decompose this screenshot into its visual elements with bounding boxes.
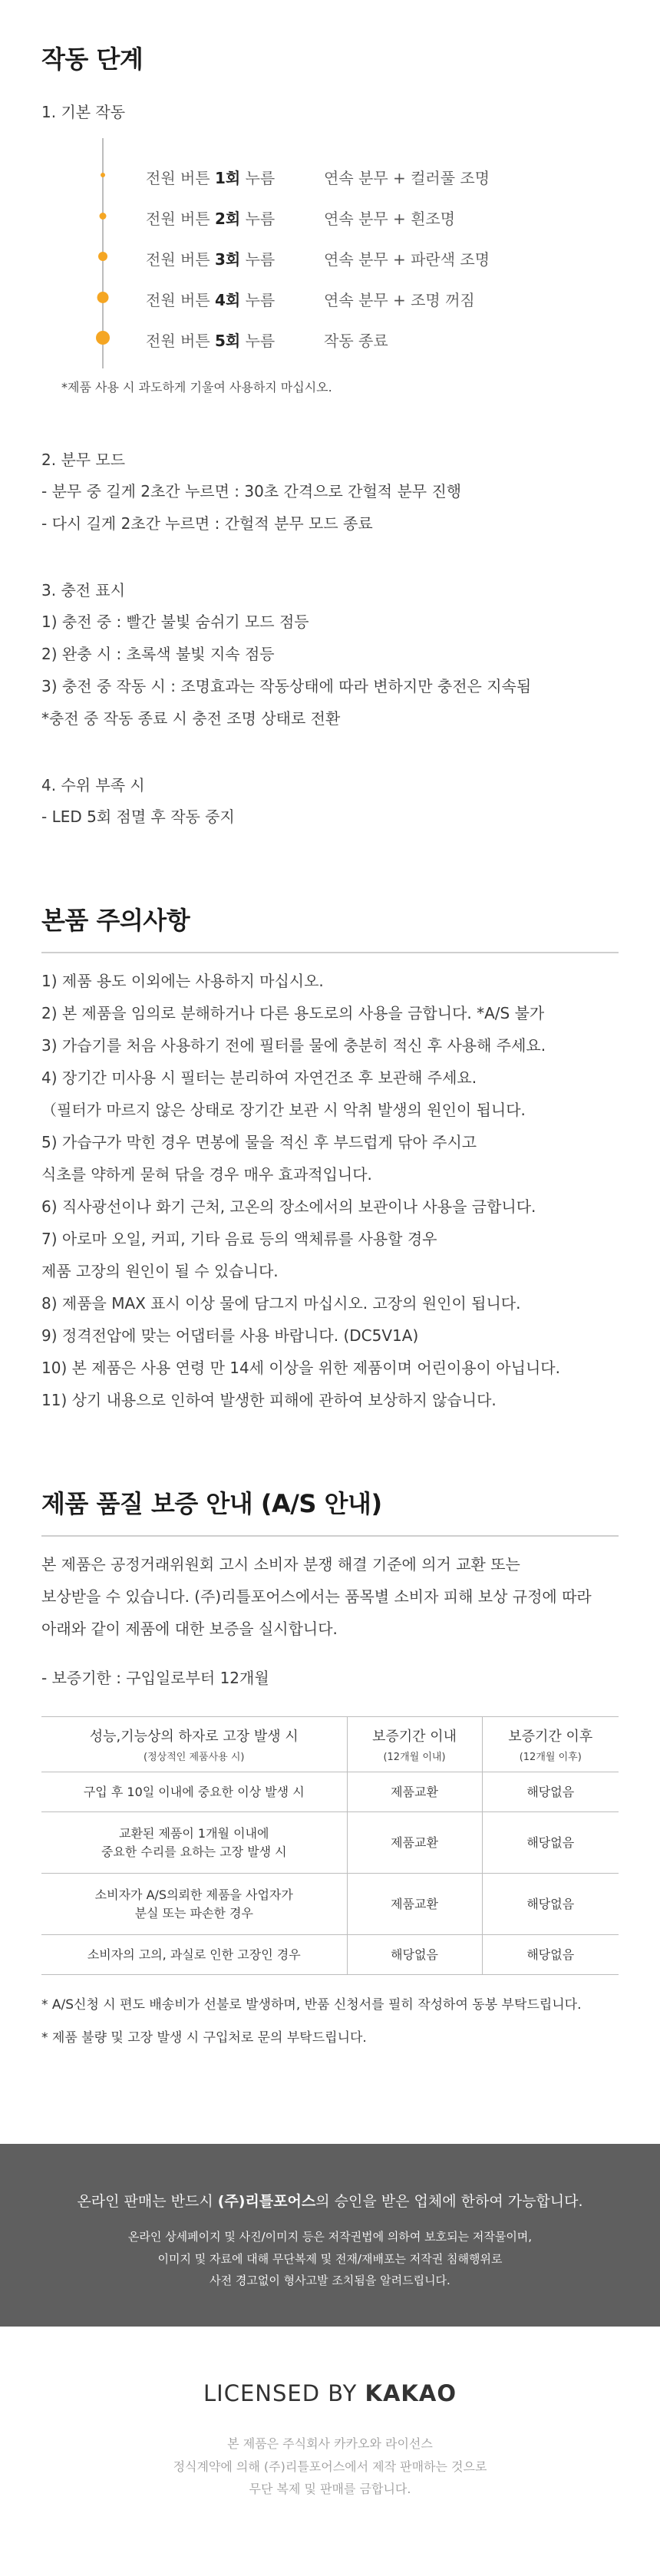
charge-line: 2) 완충 시 : 초록색 불빛 지속 점등 <box>41 645 275 663</box>
caution-line: 식초를 약하게 묻혀 닦을 경우 매우 효과적입니다. <box>41 1165 372 1184</box>
table-cell-case: 구입 후 10일 이내에 중요한 이상 발생 시 <box>41 1772 347 1812</box>
table-cell-within: 해당없음 <box>347 1935 482 1975</box>
step-list <box>60 138 619 368</box>
caution-line: 5) 가습구가 막힌 경우 면봉에 물을 적신 후 부드럽게 닦아 주시고 <box>41 1133 477 1151</box>
step-button-text: 전원 버튼 1회 누름 <box>146 169 276 187</box>
copyright-banner <box>0 2144 660 2327</box>
warranty-intro <box>41 1557 619 1636</box>
charge-lines <box>41 614 619 726</box>
step-dot-icon <box>98 252 107 261</box>
spray-line: - 분무 중 길게 2초간 누르면 : 30초 간격으로 간헐적 분무 진행 <box>41 482 462 500</box>
spray-heading: 2. 분무 모드 <box>41 451 126 469</box>
warranty-period: - 보증기한 : 구입일로부터 12개월 <box>41 1669 269 1687</box>
caution-line: 6) 직사광선이나 화기 근처, 고온의 장소에서의 보관이나 사용을 금합니다. <box>41 1197 536 1216</box>
table-cell-case: 소비자의 고의, 과실로 인한 고장인 경우 <box>41 1935 347 1975</box>
basic-note: *제품 사용 시 과도하게 기울여 사용하지 마십시오. <box>61 380 332 395</box>
caution-line: 3) 가습기를 처음 사용하기 전에 필터를 물에 충분히 적신 후 사용해 주세요. <box>41 1036 546 1055</box>
step-row <box>60 318 619 358</box>
table-cell-after: 해당없음 <box>482 1874 619 1935</box>
water-heading: 4. 수위 부족 시 <box>41 776 145 794</box>
caution-line: 제품 고장의 원인이 될 수 있습니다. <box>41 1262 279 1280</box>
online-sales-notice: 온라인 판매는 반드시 (주)리틀포어스의 승인을 받은 업체에 한하여 가능합니다. <box>77 2193 583 2210</box>
charge-line: 3) 충전 중 작동 시 : 조명효과는 작동상태에 따라 변하지만 충전은 지속됨 <box>41 677 532 695</box>
warranty-note: * 제품 불량 및 고장 발생 시 구입처로 문의 부탁드립니다. <box>41 2030 367 2046</box>
caution-title: 본품 주의사항 <box>41 906 190 935</box>
caution-list <box>41 973 619 1408</box>
licensed-by-logo: LICENSED BY KAKAO <box>203 2380 457 2406</box>
table-header-row <box>41 1717 619 1772</box>
warranty-table <box>41 1716 619 1975</box>
step-row <box>60 155 619 196</box>
copyright-line: 이미지 및 자료에 대해 무단복제 및 전재/재배포는 저작권 침해행위로 <box>157 2251 503 2266</box>
step-row <box>60 196 619 236</box>
step-row <box>60 236 619 277</box>
caution-line: 2) 본 제품을 임의로 분해하거나 다른 용도로의 사용을 금합니다. *A/S 불가 <box>41 1004 545 1022</box>
caution-line: 1) 제품 용도 이외에는 사용하지 마십시오. <box>41 972 324 990</box>
step-dot-icon <box>97 292 109 303</box>
step-button-text: 전원 버튼 3회 누름 <box>146 250 276 269</box>
table-cell-after: 해당없음 <box>482 1772 619 1812</box>
step-button-text: 전원 버튼 5회 누름 <box>146 332 276 350</box>
caution-divider <box>41 952 619 953</box>
caution-line: （필터가 마르지 않은 상태로 장기간 보관 시 악취 발생의 원인이 됩니다. <box>41 1101 526 1119</box>
step-button-text: 전원 버튼 2회 누름 <box>146 210 276 228</box>
caution-section <box>0 901 660 1408</box>
table-cell-within: 제품교환 <box>347 1772 482 1812</box>
table-header-after: 보증기간 이후 (12개월 이후) <box>482 1717 619 1772</box>
caution-line: 7) 아로마 오일, 커피, 기타 음료 등의 액체류를 사용할 경우 <box>41 1230 437 1248</box>
warranty-divider <box>41 1535 619 1537</box>
charge-line: *충전 중 작동 종료 시 충전 조명 상태로 전환 <box>41 709 341 728</box>
table-header-within: 보증기간 이내 (12개월 이내) <box>347 1717 482 1772</box>
warranty-section <box>0 1485 660 2046</box>
license-section <box>0 2327 660 2531</box>
warranty-intro-line: 보상받을 수 있습니다. (주)리틀포어스에서는 품목별 소비자 피해 보상 규정에 따라 <box>41 1587 592 1606</box>
license-lines <box>0 2432 660 2501</box>
step-result: 연속 분무 + 조명 꺼짐 <box>324 291 475 309</box>
operation-section <box>0 0 660 824</box>
warranty-intro-line: 아래와 같이 제품에 대한 보증을 실시합니다. <box>41 1620 338 1638</box>
table-header-case: 성능,기능상의 하자로 고장 발생 시 (정상적인 제품사용 시) <box>41 1717 347 1772</box>
table-row <box>41 1935 619 1975</box>
copyright-lines <box>0 2226 660 2292</box>
license-line: 본 제품은 주식회사 카카오와 라이선스 <box>227 2436 433 2451</box>
spray-lines <box>41 484 619 531</box>
water-line: - LED 5회 점멸 후 작동 중지 <box>41 807 235 826</box>
warranty-note: * A/S신청 시 편도 배송비가 선불로 발생하며, 반품 신청서를 필히 작성하여 동봉 부탁드립니다. <box>41 1997 582 2013</box>
step-result: 연속 분무 + 파란색 조명 <box>324 250 490 269</box>
caution-line: 11) 상기 내용으로 인하여 발생한 피해에 관하여 보상하지 않습니다. <box>41 1391 497 1409</box>
copyright-line: 사전 경고없이 형사고발 조치됨을 알려드립니다. <box>210 2274 450 2287</box>
charge-line: 1) 충전 중 : 빨간 불빛 숨쉬기 모드 점등 <box>41 613 309 631</box>
step-result: 연속 분무 + 컬러풀 조명 <box>324 169 490 187</box>
warranty-title: 제품 품질 보증 안내 (A/S 안내) <box>41 1489 382 1518</box>
caution-line: 10) 본 제품은 사용 연령 만 14세 이상을 위한 제품이며 어린이용이 아닙니다. <box>41 1359 560 1377</box>
operation-title: 작동 단계 <box>41 45 144 74</box>
table-cell-within: 제품교환 <box>347 1812 482 1874</box>
step-result: 작동 종료 <box>324 332 388 350</box>
step-dot-icon <box>96 331 110 345</box>
table-row <box>41 1874 619 1935</box>
warranty-notes <box>41 1993 619 2046</box>
warranty-intro-line: 본 제품은 공정거래위원회 고시 소비자 분쟁 해결 기준에 의거 교환 또는 <box>41 1555 520 1574</box>
step-dot-icon <box>100 213 107 220</box>
copyright-line: 온라인 상세페이지 및 사진/이미지 등은 저작권법에 의하여 보호되는 저작물이며, <box>127 2230 533 2244</box>
basic-heading: 1. 기본 작동 <box>41 103 126 121</box>
caution-line: 8) 제품을 MAX 표시 이상 물에 담그지 마십시오. 고장의 원인이 됩니다. <box>41 1294 521 1313</box>
license-line: 정식계약에 의해 (주)리틀포어스에서 제작 판매하는 것으로 <box>173 2459 487 2474</box>
table-row <box>41 1812 619 1874</box>
table-cell-within: 제품교환 <box>347 1874 482 1935</box>
step-row <box>60 277 619 318</box>
step-result: 연속 분무 + 흰조명 <box>324 210 456 228</box>
caution-line: 4) 장기간 미사용 시 필터는 분리하여 자연건조 후 보관해 주세요. <box>41 1068 477 1087</box>
charge-heading: 3. 충전 표시 <box>41 581 126 599</box>
step-dot-icon <box>101 173 105 177</box>
table-row <box>41 1772 619 1812</box>
table-cell-after: 해당없음 <box>482 1935 619 1975</box>
step-button-text: 전원 버튼 4회 누름 <box>146 291 276 309</box>
table-cell-case: 교환된 제품이 1개월 이내에 중요한 수리를 요하는 고장 발생 시 <box>41 1812 347 1874</box>
table-cell-case: 소비자가 A/S의뢰한 제품을 사업자가 분실 또는 파손한 경우 <box>41 1874 347 1935</box>
table-cell-after: 해당없음 <box>482 1812 619 1874</box>
spray-line: - 다시 길게 2초간 누르면 : 간헐적 분무 모드 종료 <box>41 514 373 533</box>
caution-line: 9) 정격전압에 맞는 어댑터를 사용 바랍니다. (DC5V1A) <box>41 1326 419 1345</box>
license-line: 무단 복제 및 판매를 금합니다. <box>249 2482 411 2497</box>
